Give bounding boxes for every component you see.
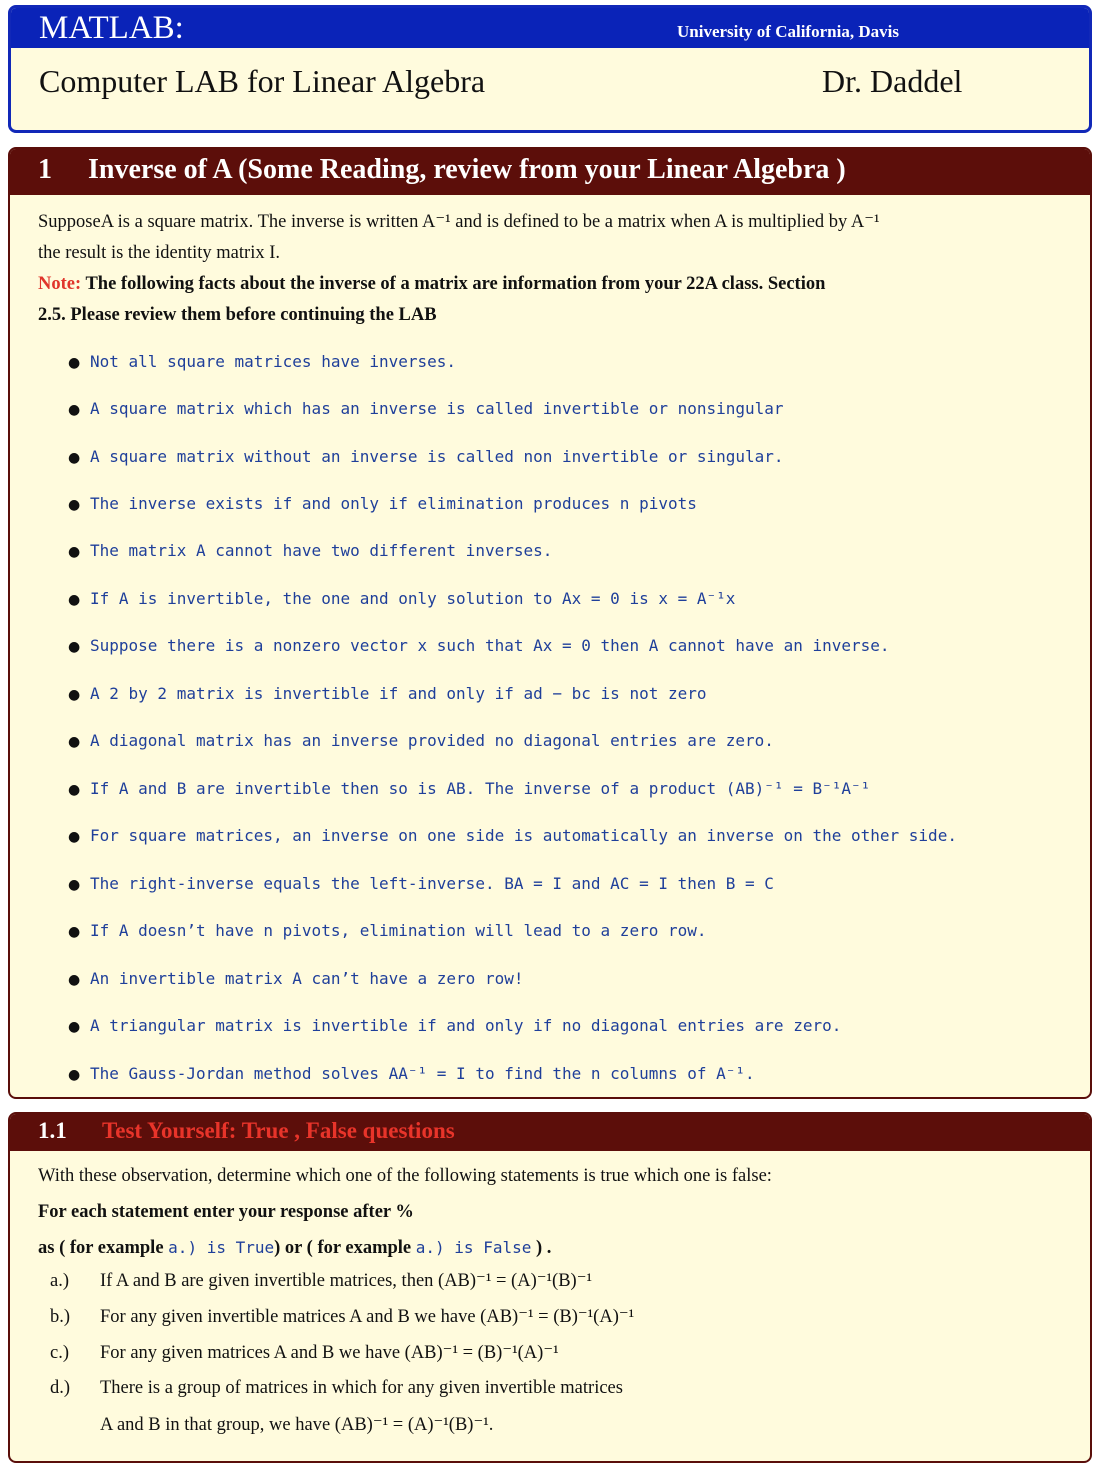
question-item (50, 1378, 623, 1399)
bullet-icon: ● (68, 972, 81, 988)
question-text: If A and B are given invertible matrices, then (AB)⁻¹ = (A)⁻¹(B)⁻¹ (100, 1271, 593, 1291)
test-instruction: For each statement enter your response after % (38, 1202, 414, 1222)
question-label: a.) (50, 1271, 69, 1291)
section-heading (10, 1114, 1090, 1151)
bullet-icon: ● (68, 497, 81, 513)
section-title: Inverse of A (Some Reading, review from your Linear Algebra ) (88, 154, 846, 185)
list-item: ● If A and B are invertible then so is AB. The inverse of a product (AB)⁻¹ = B⁻¹A⁻¹ (68, 779, 871, 798)
question-label: b.) (50, 1307, 71, 1327)
example-code: a.) is True (168, 1238, 275, 1257)
list-item: ● The matrix A cannot have two different inverses. (68, 541, 553, 560)
list-item: ● For square matrices, an inverse on one side is automatically an inverse on the other side. (68, 826, 957, 845)
intro-paragraph (38, 207, 1073, 269)
bullet-icon: ● (68, 639, 81, 655)
example-text: ) or ( for example (274, 1238, 412, 1258)
question-item (50, 1306, 634, 1328)
list-item: ● Not all square matrices have inverses. (68, 352, 457, 371)
example-text: as ( for example (38, 1238, 164, 1258)
list-item: ● A 2 by 2 matrix is invertible if and only if ad − bc is not zero (68, 684, 707, 703)
bullet-icon: ● (68, 544, 81, 560)
list-item: ● A triangular matrix is invertible if and only if no diagonal entries are zero. (68, 1016, 842, 1035)
example-code: a.) is False (415, 1238, 532, 1257)
example-text: ) . (535, 1238, 552, 1258)
list-item: ● The Gauss-Jordan method solves AA⁻¹ = I to find the n columns of A⁻¹. (68, 1064, 755, 1083)
list-item: ● A square matrix without an inverse is called non invertible or singular. (68, 447, 784, 466)
note-line (38, 269, 1073, 300)
bullet-icon: ● (68, 829, 81, 845)
bullet-icon: ● (68, 782, 81, 798)
section-inverse (8, 147, 1092, 1099)
intro-line: SupposeA is a square matrix. The inverse is written A⁻¹ and is defined to be a matrix when A is multiplied by A⁻¹ (38, 212, 880, 232)
note-line: 2.5. Please review them before continuing the LAB (38, 305, 437, 325)
section-title: Test Yourself: True , False questions (102, 1118, 455, 1143)
header-box (8, 5, 1092, 133)
bullet-icon: ● (68, 1019, 81, 1035)
test-intro: With these observation, determine which one of the following statements is true which one is false: (38, 1166, 772, 1186)
question-item (50, 1270, 592, 1292)
note-paragraph (38, 269, 1073, 331)
list-item: ● Suppose there is a nonzero vector x such that Ax = 0 then A cannot have an inverse. (68, 636, 890, 655)
intro-line: the result is the identity matrix I. (38, 243, 280, 263)
header-bar (11, 8, 1089, 48)
list-item: ● If A doesn’t have n pivots, elimination will lead to a zero row. (68, 921, 707, 940)
question-text: There is a group of matrices in which for any given invertible matrices (100, 1378, 623, 1398)
bullet-icon: ● (68, 877, 81, 893)
list-item: ● The right-inverse equals the left-inverse. BA = I and AC = I then B = C (68, 874, 774, 893)
bullet-icon: ● (68, 1067, 81, 1083)
question-label: d.) (50, 1378, 71, 1398)
header-subtitle: Computer LAB for Linear Algebra (39, 63, 486, 99)
list-item: ● The inverse exists if and only if elimination produces n pivots (68, 494, 697, 513)
note-label: Note: (38, 274, 82, 294)
list-item: ● An invertible matrix A can’t have a zero row! (68, 969, 524, 988)
question-text: For any given invertible matrices A and B we have (AB)⁻¹ = (B)⁻¹(A)⁻¹ (100, 1307, 635, 1327)
section-heading (10, 149, 1090, 195)
question-text: For any given matrices A and B we have (AB)⁻¹ = (B)⁻¹(A)⁻¹ (100, 1343, 559, 1363)
list-item: ● A square matrix which has an inverse is called invertible or nonsingular (68, 399, 784, 418)
question-item (50, 1342, 559, 1364)
bullet-icon: ● (68, 734, 81, 750)
list-item: ● If A is invertible, the one and only solution to Ax = 0 is x = A⁻¹x (68, 589, 736, 608)
header-title: MATLAB: (39, 10, 184, 46)
author-name: Dr. Daddel (822, 63, 963, 99)
section-test-yourself (8, 1112, 1092, 1463)
bullet-icon: ● (68, 450, 81, 466)
bullet-icon: ● (68, 592, 81, 608)
test-example (38, 1238, 551, 1259)
question-continuation: A and B in that group, we have (AB)⁻¹ = (A)⁻¹(B)⁻¹. (100, 1415, 494, 1435)
list-item: ● A diagonal matrix has an inverse provided no diagonal entries are zero. (68, 731, 774, 750)
bullet-icon: ● (68, 355, 81, 371)
bullet-icon: ● (68, 687, 81, 703)
section-number: 1.1 (38, 1118, 67, 1143)
note-text: The following facts about the inverse of a matrix are information from your 22A class. Section (85, 274, 826, 294)
question-label: c.) (50, 1343, 69, 1363)
bullet-icon: ● (68, 402, 81, 418)
bullet-icon: ● (68, 924, 81, 940)
university-name: University of California, Davis (677, 22, 899, 41)
section-number: 1 (38, 154, 52, 185)
